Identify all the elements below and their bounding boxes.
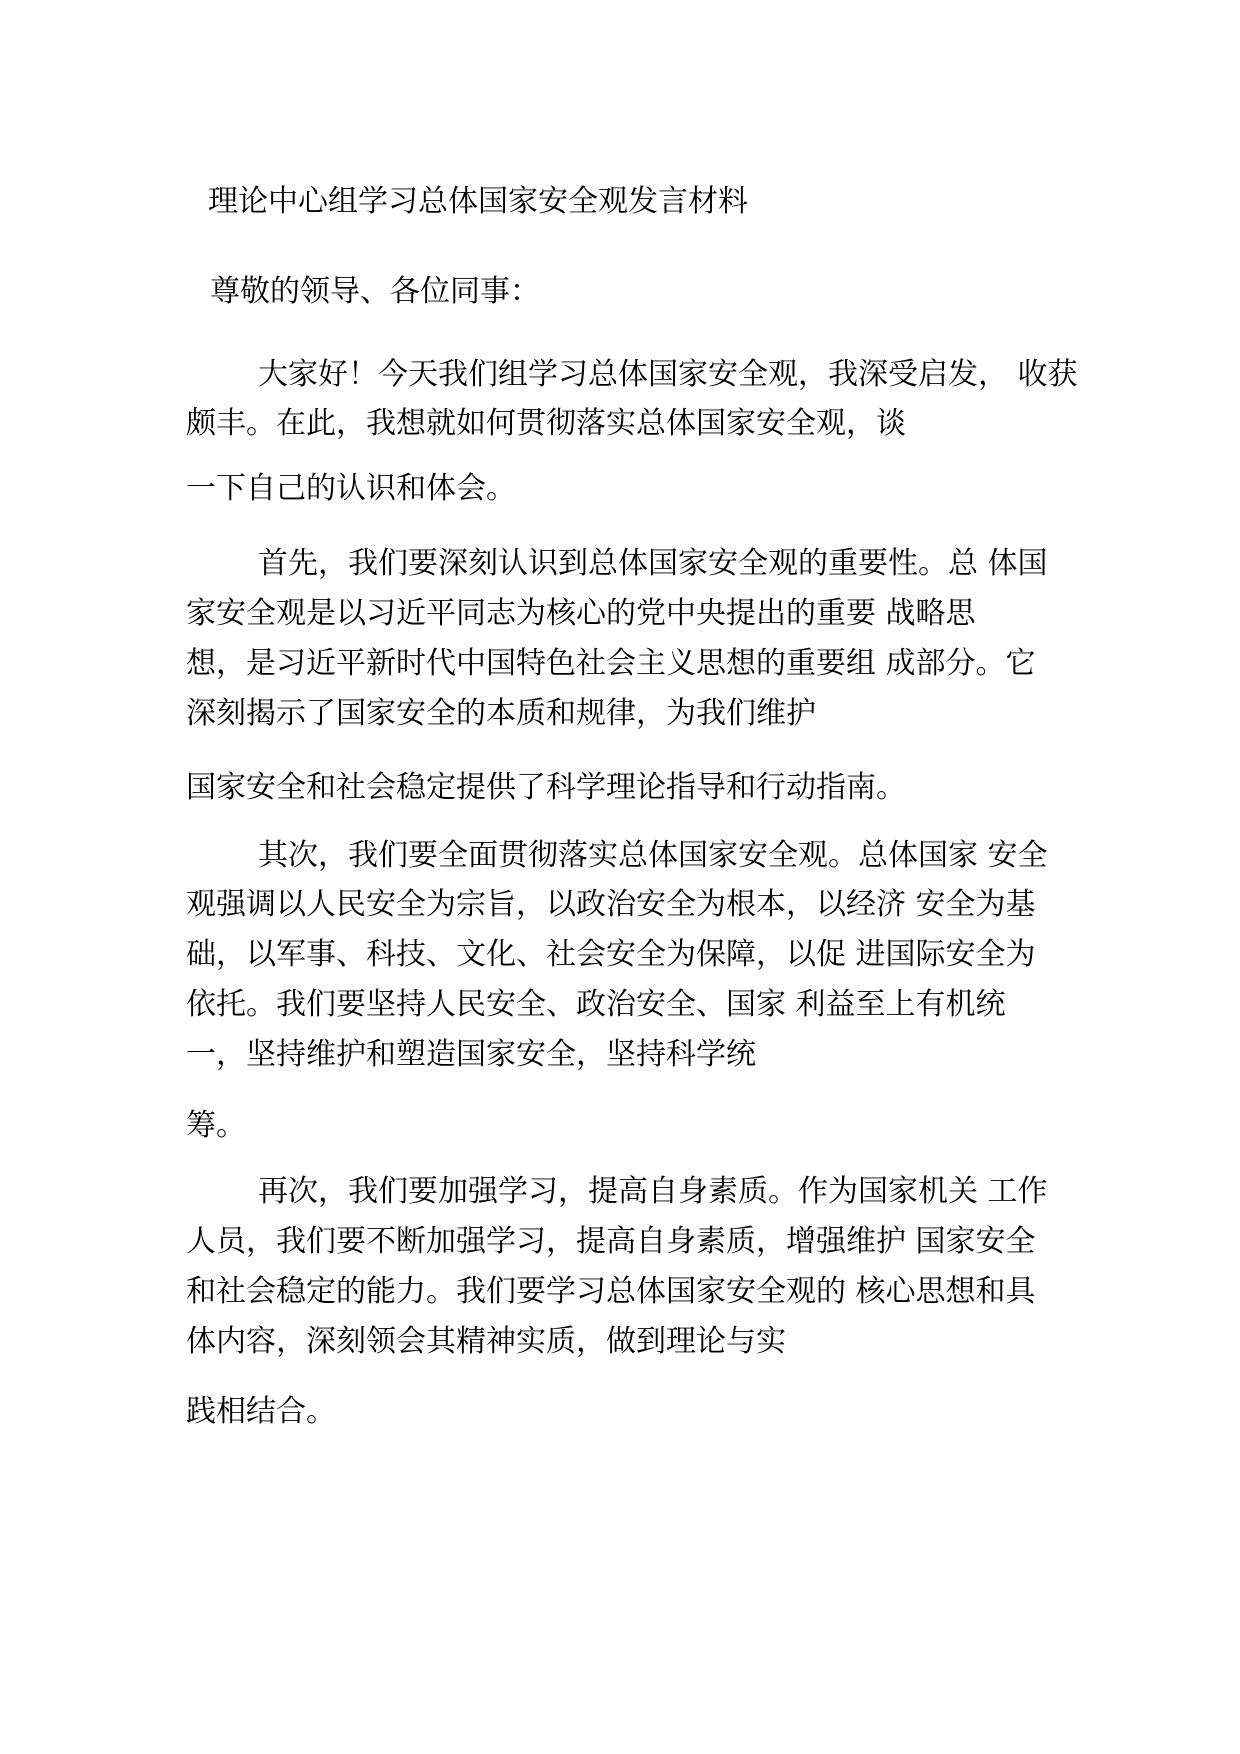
paragraph-1-line-1: 大家好！今天我们组学习总体国家安全观，我深受启发， 收获 (258, 357, 1078, 392)
paragraph-1-line-3: 一下自己的认识和体会。 (186, 471, 516, 506)
paragraph-4-line-3: 和社会稳定的能力。我们要学习总体国家安全观的 核心思想和具 (186, 1274, 1036, 1309)
paragraph-3-line-5: 一，坚持维护和塑造国家安全，坚持科学统 (186, 1037, 756, 1072)
paragraph-2-line-1: 首先，我们要深刻认识到总体国家安全观的重要性。总 体国 (258, 546, 1048, 581)
paragraph-3-line-2: 观强调以人民安全为宗旨，以政治安全为根本，以经济 安全为基 (186, 887, 1036, 922)
paragraph-2-line-5: 国家安全和社会稳定提供了科学理论指导和行动指南。 (186, 770, 906, 805)
paragraph-4-line-5: 践相结合。 (186, 1394, 336, 1429)
paragraph-2-line-4: 深刻揭示了国家安全的本质和规律，为我们维护 (186, 696, 816, 731)
paragraph-3-line-4: 依托。我们要坚持人民安全、政治安全、国家 利益至上有机统 (186, 987, 1006, 1022)
paragraph-4-line-1: 再次，我们要加强学习，提高自身素质。作为国家机关 工作 (258, 1174, 1048, 1209)
paragraph-1-line-2: 颇丰。在此，我想就如何贯彻落实总体国家安全观，谈 (186, 406, 906, 441)
paragraph-4-line-4: 体内容，深刻领会其精神实质，做到理论与实 (186, 1324, 786, 1359)
document-title: 理论中心组学习总体国家安全观发言材料 (208, 184, 748, 219)
salutation: 尊敬的领导、各位同事： (210, 274, 540, 309)
paragraph-4-line-2: 人员，我们要不断加强学习，提高自身素质，增强维护 国家安全 (186, 1224, 1036, 1259)
paragraph-3-line-6: 筹。 (186, 1108, 246, 1143)
paragraph-2-line-2: 家安全观是以习近平同志为核心的党中央提出的重要 战略思 (186, 596, 976, 631)
paragraph-3-line-1: 其次，我们要全面贯彻落实总体国家安全观。总体国家 安全 (258, 838, 1048, 873)
paragraph-2-line-3: 想，是习近平新时代中国特色社会主义思想的重要组 成部分。它 (186, 646, 1036, 681)
paragraph-3-line-3: 础，以军事、科技、文化、社会安全为保障，以促 进国际安全为 (186, 937, 1036, 972)
